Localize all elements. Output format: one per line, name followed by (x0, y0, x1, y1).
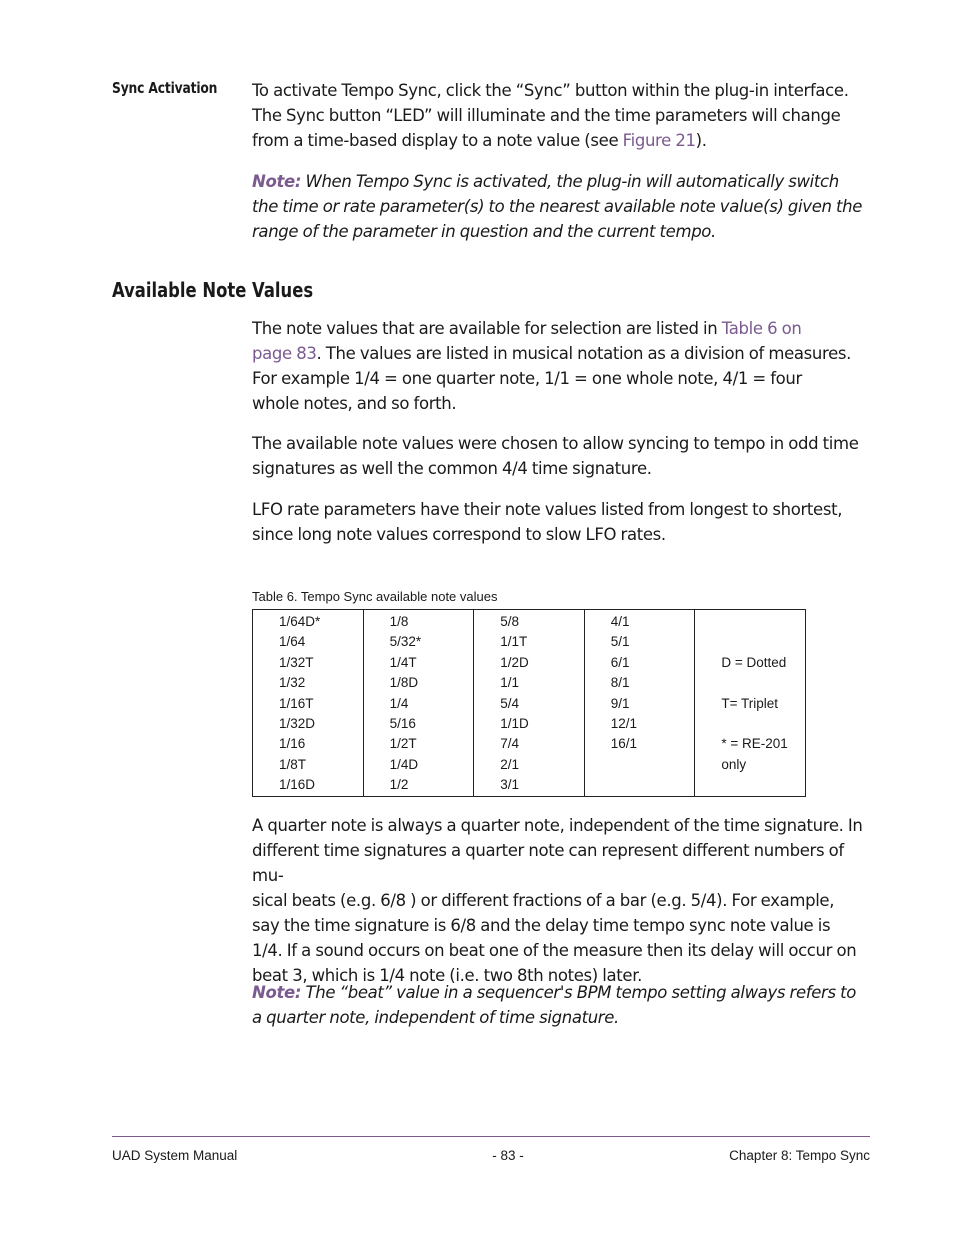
note-values-paragraph-1 (252, 316, 872, 416)
table-cell: 1/1 (500, 675, 519, 691)
table-caption: Table 6. Tempo Sync available note values (252, 589, 498, 604)
sync-note (252, 169, 872, 244)
table-cell: 1/2 (389, 777, 409, 793)
note-line: the time or rate parameter(s) to the nearest available note value(s) given the (252, 197, 863, 216)
figure-21-link[interactable]: Figure 21 (622, 131, 696, 150)
footer-chapter-title: Chapter 8: Tempo Sync (729, 1148, 870, 1163)
table-cell: 1/16T (279, 695, 314, 711)
table-cell: 2/1 (500, 756, 519, 772)
text-line: different time signatures a quarter note can represent different numbers of mu- (252, 841, 844, 885)
table-cell: 5/16 (389, 715, 416, 731)
page-83-link[interactable]: page 83 (252, 344, 317, 363)
table-cell (695, 755, 805, 775)
table-column (253, 610, 364, 797)
text-line: LFO rate parameters have their note values listed from longest to shortest, (252, 500, 843, 519)
table-cell: 1/32T (279, 654, 314, 670)
table-column (474, 610, 585, 797)
table-legend-column (695, 610, 806, 797)
text-line: sical beats (e.g. 6/8 ) or different fractions of a bar (e.g. 5/4). For example, (252, 891, 835, 910)
table-cell: 1/16 (279, 736, 306, 752)
sync-activation-paragraph (252, 78, 872, 153)
legend-triplet: T= Triplet (721, 695, 779, 711)
text-line: 1/4. If a sound occurs on beat one of the measure then its delay will occur on (252, 941, 857, 960)
table-cell: 5/4 (500, 695, 519, 711)
table-cell: 1/2T (389, 736, 417, 752)
legend-dotted: D = Dotted (721, 654, 787, 670)
table-cell (585, 775, 695, 795)
beat-note (252, 980, 872, 1030)
text-line: The note values that are available for selection are listed in (252, 319, 722, 338)
text-line: The available note values were chosen to allow syncing to tempo in odd time (252, 434, 859, 453)
table-cell: 4/1 (610, 614, 630, 629)
table-cell: 5/1 (610, 634, 630, 650)
available-note-values-heading: Available Note Values (112, 278, 314, 302)
footer-divider (112, 1136, 870, 1137)
table-cell (585, 755, 695, 775)
table-cell: 1/1T (500, 634, 528, 650)
text-line: To activate Tempo Sync, click the “Sync” button within the plug-in interface. (252, 81, 849, 100)
table-cell: 1/32 (279, 675, 306, 691)
table-cell: 1/32D (279, 715, 316, 731)
table-cell (695, 714, 805, 734)
note-values-table (252, 609, 806, 797)
table-cell (695, 632, 805, 652)
note-label: Note: (252, 983, 302, 1002)
note-line: The “beat” value in a sequencer's BPM tempo setting always refers to (305, 983, 856, 1002)
text-line: signatures as well the common 4/4 time signature. (252, 459, 652, 478)
table-cell: 3/1 (500, 777, 519, 793)
quarter-note-paragraph (252, 813, 872, 988)
note-values-paragraph-3 (252, 497, 872, 547)
text-line: For example 1/4 = one quarter note, 1/1 = one whole note, 4/1 = four (252, 369, 802, 388)
table-cell: 1/8D (389, 675, 419, 691)
table-cell: 1/4 (389, 695, 409, 711)
text-line: A quarter note is always a quarter note, independent of the time signature. In (252, 816, 863, 835)
table-column (363, 610, 474, 797)
table-cell: 1/2D (500, 654, 529, 670)
text-line: from a time-based display to a note value (see (252, 131, 623, 150)
note-values-paragraph-2 (252, 431, 872, 481)
table-cell: 1/64 (279, 634, 306, 650)
text-line: The Sync button “LED” will illuminate and the time parameters will change (252, 106, 841, 125)
table-cell: 1/4T (389, 654, 417, 670)
table-6-link[interactable]: Table 6 on (721, 319, 802, 338)
table-cell (695, 775, 805, 795)
text-line: since long note values correspond to slow LFO rates. (252, 525, 666, 544)
table-cell: 1/16D (279, 777, 316, 793)
sync-activation-heading: Sync Activation (112, 79, 218, 97)
note-line: a quarter note, independent of time signature. (252, 1008, 619, 1027)
table-cell: 5/32* (389, 634, 422, 650)
table-cell: 12/1 (610, 715, 638, 731)
note-label: Note: (252, 172, 302, 191)
table-cell: 6/1 (610, 654, 630, 670)
text-line: ). (695, 131, 707, 150)
table-cell: 1/4D (389, 756, 419, 772)
table-cell: 1/1D (500, 715, 529, 731)
legend-re201: * = RE-201 only (721, 736, 788, 772)
table-cell: 8/1 (610, 675, 630, 691)
text-line: whole notes, and so forth. (252, 394, 457, 413)
table-cell: 1/64D* (279, 614, 321, 629)
table-cell: 1/8T (279, 756, 307, 772)
note-line: When Tempo Sync is activated, the plug-in will automatically switch (305, 172, 839, 191)
text-line: beat 3, which is 1/4 note (i.e. two 8th notes) later. (252, 966, 643, 985)
text-line: . The values are listed in musical notation as a division of measures. (316, 344, 852, 363)
table-cell (695, 673, 805, 693)
table-cell: 7/4 (500, 736, 519, 752)
table-cell: 5/8 (500, 614, 519, 629)
table-cell: 9/1 (610, 695, 630, 711)
table-cell: 1/8 (389, 614, 409, 629)
table-cell: 16/1 (610, 736, 638, 752)
table-cell (695, 612, 805, 632)
table-column (584, 610, 695, 797)
footer-page-number: - 83 - (492, 1148, 524, 1163)
footer-manual-title: UAD System Manual (112, 1148, 238, 1163)
note-line: range of the parameter in question and the current tempo. (252, 222, 716, 241)
text-line: say the time signature is 6/8 and the delay time tempo sync note value is (252, 916, 831, 935)
